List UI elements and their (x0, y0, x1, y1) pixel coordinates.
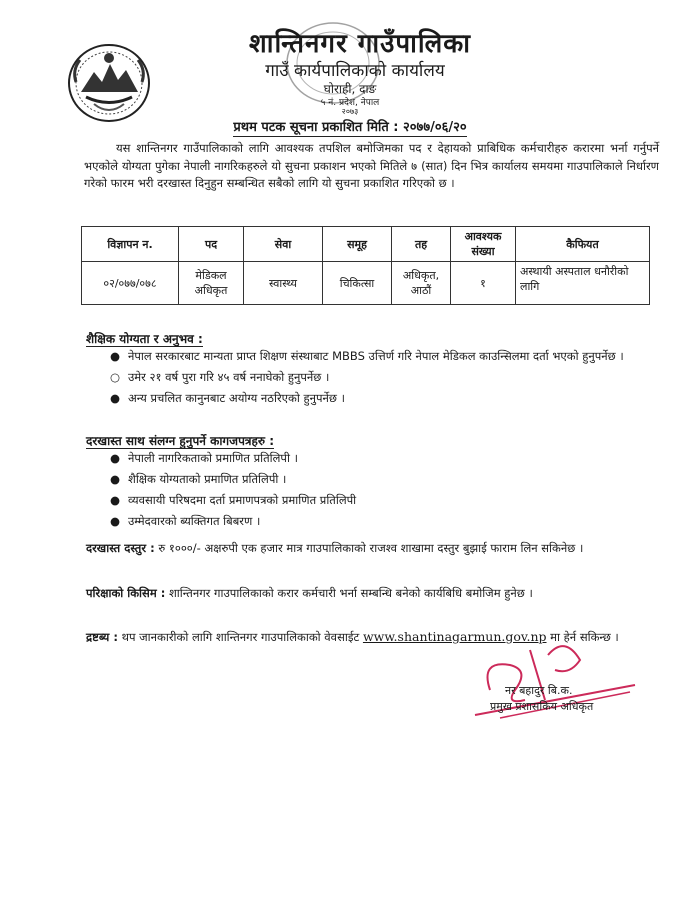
cell-required-count: १ (451, 262, 516, 305)
note-label: द्रष्टब्य : (86, 630, 118, 644)
office-name: गाउँ कार्यपालिकाको कार्यालय (265, 61, 445, 81)
fee-text: रु १०००/- अक्षरुपी एक हजार मात्र गाउपालिकाको राजश्व शाखामा दस्तुर बुझाई फाराम लिन सकिनेछ । (158, 541, 584, 555)
cell-remarks: अस्थायी अस्पताल धनौरीको लागि (516, 262, 650, 305)
exam-text: शान्तिनगर गाउपालिकाको करार कर्मचारी भर्ना सम्बन्धि बनेको कार्यबिधि बमोजिम हुनेछ । (168, 586, 533, 600)
col-required-count: आवश्यक संख्या (451, 227, 516, 262)
established-year: २०७३ (341, 107, 359, 116)
signatory-title: प्रमुख प्रशासकिय अधिकृत (490, 700, 594, 713)
bullet-icon: ● (110, 451, 121, 465)
bullet-icon: ● (110, 493, 121, 507)
col-level: तह (392, 227, 451, 262)
intro-paragraph: यस शान्तिनगर गाउँपालिकाको लागि आवश्यक तपशिल बमोजिमका पद र देहायको प्राबिधिक कर्मचारीहरु करारमा भर्ना गर्नुपर्ने भएकोले योग्यता पुगेका नेपाली नागरिकहरुले यो सुचना प्रकाशन भएको मितिले ७ (सात) दिन भित्र कार्यालय समयमा गाउपालिकाले निर्धारण गरेको फारम भरी दरखास्त दिनुहुन सम्बन्धित सबैको लागि यो सुचना प्रकाशित गरिएको छ । (84, 141, 659, 190)
bullet-icon: ● (110, 391, 121, 405)
fee-label: दरखास्त दस्तुर : (86, 541, 155, 555)
notice-date: प्रथम पटक सूचना प्रकाशित मिति : २०७७/०६/२० (233, 120, 467, 135)
col-post: पद (179, 227, 244, 262)
list-item: ● शैक्षिक योग्यताको प्रमाणित प्रतिलिपी । (110, 472, 287, 486)
list-item: ● अन्य प्रचलित कानुनबाट अयोग्य नठरिएको हुनुपर्नेछ । (110, 391, 345, 405)
cell-ad-number: ०२/०७७/०७८ (82, 262, 179, 305)
table-header-row (82, 227, 650, 262)
note-tail: मा हेर्न सकिन्छ । (550, 630, 619, 644)
bullet-icon: ○ (110, 370, 121, 384)
cell-post: मेडिकल अधिकृत (179, 262, 244, 305)
list-item: ● नेपाली नागरिकताको प्रमाणित प्रतिलिपी । (110, 451, 298, 465)
documents-heading: दरखास्त साथ संलग्न हुनुपर्ने कागजपत्रहरु : (86, 434, 275, 448)
website-link[interactable]: www.shantinagarmun.gov.np (362, 629, 547, 644)
cell-group: चिकित्सा (323, 262, 392, 305)
documents-list (110, 450, 650, 534)
municipality-title: शान्तिनगर गाउँपालिका (249, 29, 471, 59)
col-ad-number: विज्ञापन न. (82, 227, 179, 262)
fee-paragraph (86, 540, 651, 557)
qualification-heading: शैक्षिक योग्यता र अनुभव : (86, 332, 203, 346)
office-place: घोराही, दाङ (323, 82, 377, 96)
vacancy-table (81, 226, 650, 305)
exam-label: परिक्षाको किसिम : (86, 586, 166, 600)
office-address: ५ नं. प्रदेश, नेपाल (320, 98, 380, 108)
bullet-icon: ● (110, 349, 121, 363)
list-item: ● उम्मेदवारको ब्यक्तिगत बिबरण । (110, 514, 261, 528)
list-item: ● नेपाल सरकारबाट मान्यता प्राप्त शिक्षण संस्थाबाट MBBS उत्तिर्ण गरि नेपाल मेडिकल काउन्सिलमा दर्ता भएको हुनुपर्नेछ । (110, 349, 624, 363)
col-group: समूह (323, 227, 392, 262)
cell-service: स्वास्थ्य (244, 262, 323, 305)
list-item: ● व्यवसायी परिषदमा दर्ता प्रमाणपत्रको प्रमाणित प्रतिलिपी (110, 493, 357, 507)
bullet-icon: ● (110, 514, 121, 528)
bullet-icon: ● (110, 472, 121, 486)
col-service: सेवा (244, 227, 323, 262)
signatory-name: नर बहादुर बि.क. (505, 684, 573, 697)
qualification-list (110, 348, 650, 411)
cell-level: अधिकृत, आठौं (392, 262, 451, 305)
table-row (82, 262, 650, 305)
nepal-emblem-icon (66, 42, 152, 124)
list-item: ○ उमेर २१ वर्ष पुरा गरि ४५ वर्ष ननाघेको हुनुपर्नेछ । (110, 370, 330, 384)
exam-paragraph (86, 585, 651, 602)
note-text: थप जानकारीको लागि शान्तिनगर गाउपालिकाको वेवसाईट (121, 630, 360, 644)
col-remarks: कैफियत (516, 227, 650, 262)
